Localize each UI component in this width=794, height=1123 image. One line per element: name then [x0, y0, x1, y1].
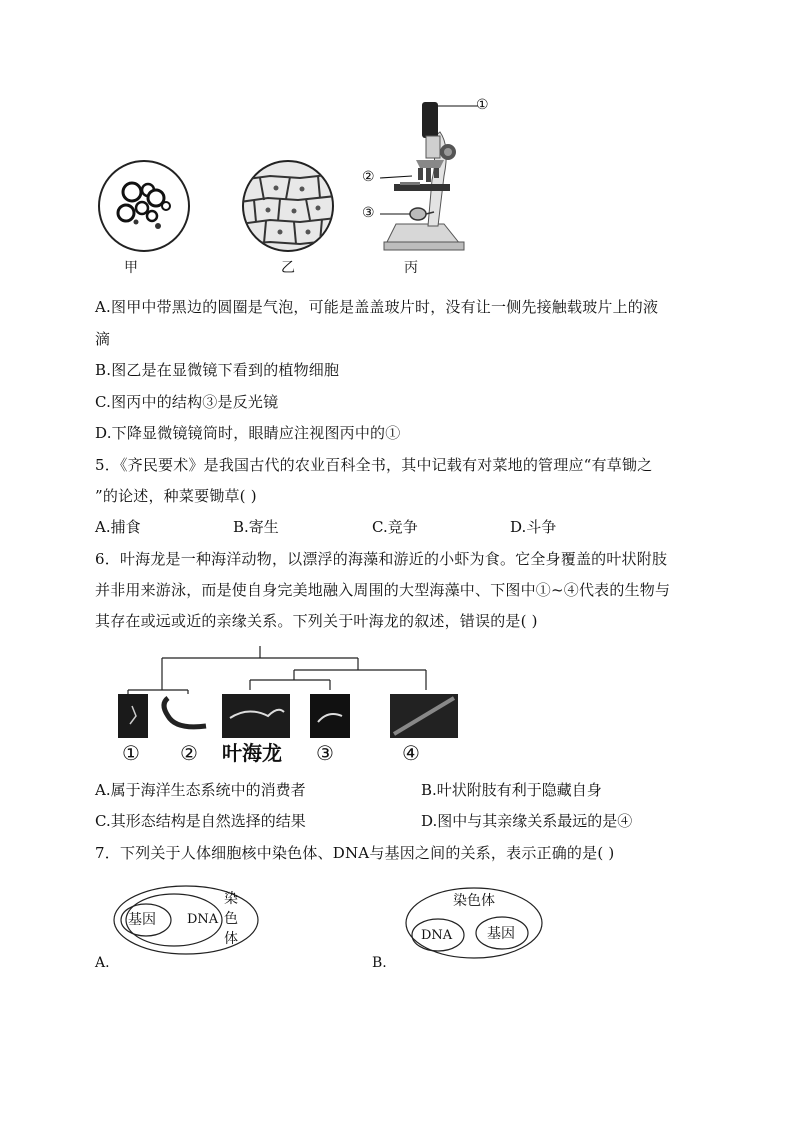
q5-stem-line-1: 5．《齐民要术》是我国古代的农业百科全书，其中记载有对菜地的管理应“有草锄之 [95, 456, 653, 474]
q4-option-c: C.图丙中的结构③是反光镜 [95, 393, 279, 411]
q4-option-a: A.图甲中带黑边的圆圈是气泡，可能是盖盖玻片时，没有让一侧先接触载玻片上的液 [95, 298, 659, 316]
q5-option-d: D.斗争 [510, 518, 557, 536]
q5-option-a: A.捕食 [95, 518, 141, 536]
tree-label-3: ③ [316, 741, 334, 765]
q4-option-a-cont: 滴 [95, 330, 111, 348]
q5-stem-line-2: ”的论述，种菜要锄草( ) [95, 487, 257, 505]
figure-label-bing: 丙 [404, 260, 418, 276]
q7-stem: 7．下列关于人体细胞核中染色体、DNA与基因之间的关系，表示正确的是( ) [95, 844, 615, 862]
figure-label-yi: 乙 [281, 260, 295, 276]
figure-bing-microscope [360, 96, 500, 256]
tree-label-leafy-seadragon: 叶海龙 [222, 741, 282, 765]
q7-a-outer-label-3: 体 [224, 931, 238, 947]
figure-jia-bubbles [96, 158, 192, 254]
q5-option-c: C.竞争 [372, 518, 418, 536]
tree-label-1: ① [122, 741, 140, 765]
tree-label-2: ② [180, 741, 198, 765]
q7-b-right-label: 基因 [487, 926, 515, 942]
q7-b-left-label: DNA [421, 928, 453, 943]
figure-label-jia: 甲 [124, 260, 138, 276]
q5-option-b: B.寄生 [233, 518, 279, 536]
q6-stem-line-2: 并非用来游泳，而是使自身完美地融入周围的大型海藻中、下图中①~④代表的生物与 [95, 581, 671, 599]
q6-stem-line-1: 6．叶海龙是一种海洋动物，以漂浮的海藻和游近的小虾为食。它全身覆盖的叶状附肢 [95, 550, 668, 568]
tree-label-4: ④ [402, 741, 420, 765]
phylogenetic-tree-figure [118, 646, 468, 742]
figure-yi-plant-cells [240, 158, 336, 254]
microscope-marker-2: ② [362, 169, 375, 185]
q7-a-inner-label: 基因 [128, 912, 156, 928]
q6-option-c: C.其形态结构是自然选择的结果 [95, 812, 306, 830]
q4-option-d: D.下降显微镜镜筒时，眼睛应注视图丙中的① [95, 424, 401, 442]
q4-option-b: B.图乙是在显微镜下看到的植物细胞 [95, 361, 340, 379]
q7-option-a-label: A. [95, 955, 110, 971]
q7-option-b-label: B. [372, 955, 387, 971]
microscope-marker-3: ③ [362, 205, 375, 221]
microscope-marker-1: ① [476, 97, 489, 113]
q7-a-outer-label-2: 色 [224, 911, 238, 927]
q7-b-outer-label: 染色体 [453, 893, 495, 909]
q6-option-d: D.图中与其亲缘关系最远的是④ [421, 812, 633, 830]
q6-option-a: A.属于海洋生态系统中的消费者 [95, 781, 306, 799]
q6-option-b: B.叶状附肢有利于隐藏自身 [421, 781, 602, 799]
q6-stem-line-3: 其存在或远或近的亲缘关系。下列关于叶海龙的叙述，错误的是( ) [95, 612, 538, 630]
q7-a-middle-label: DNA [187, 912, 219, 927]
q7-a-outer-label-1: 染 [224, 891, 238, 907]
